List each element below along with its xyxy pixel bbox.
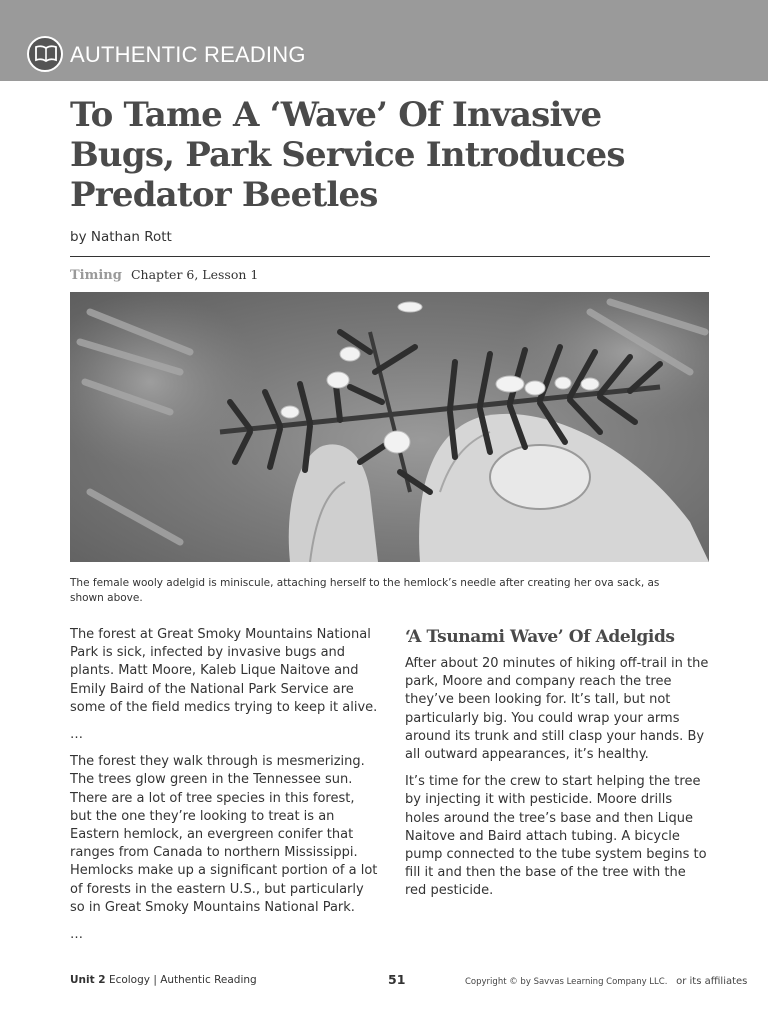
hemlock-photo — [70, 292, 709, 562]
banner-label: AUTHENTIC READING — [70, 42, 306, 67]
paragraph: After about 20 minutes of hiking off-trail in the park, Moore and company reach the tree they’ve been looking for. It’s tall, but not particularly big. You could wrap your arms around its trunk and still clasp your hands. By all outward appearances, it’s healthy. — [405, 656, 709, 763]
right-column — [405, 626, 710, 910]
copyright-text: Copyright © by Savvas Learning Company LLC. — [465, 977, 668, 987]
open-book-icon — [27, 36, 63, 72]
footer-unit — [70, 974, 257, 986]
unit-label: Unit 2 — [70, 974, 106, 986]
paragraph: It’s time for the crew to start helping the tree by injecting it with pesticide. Moore drills holes around the tree’s base and then Lique Naitove and Baird attach tubing. A bicycle pump connected to the tube system begins to fill it and then the base of the tree with the red pesticide. — [405, 774, 707, 899]
section-heading: ‘A Tsunami Wave’ Of Adelgids — [405, 627, 675, 647]
timing-label: Timing — [70, 268, 122, 283]
ellipsis: … — [70, 927, 83, 943]
paragraph: The forest at Great Smoky Mountains National Park is sick, infected by invasive bugs and plants. Matt Moore, Kaleb Lique Naitove and Emily Baird of the National Park Service are some of the field medics trying to keep it alive. — [70, 627, 378, 715]
footer-section: Ecology | Authentic Reading — [108, 974, 257, 986]
photo-caption: The female wooly adelgid is miniscule, attaching herself to the hemlock’s needle after creating her ova sack, as shown above. — [70, 577, 660, 604]
paragraph: The forest they walk through is mesmerizing. The trees glow green in the Tennessee sun. There are a lot of tree species in this forest, but the one they’re looking to treat is an Eastern hemlock, an evergreen conifer that ranges from Canada to northern Mississippi. Hemlocks make up a significant portion of a lot of forests in the eastern U.S., but particularly so in Great Smoky Mountains National Park. — [70, 754, 378, 915]
byline: by Nathan Rott — [70, 229, 172, 245]
timing-value: Chapter 6, Lesson 1 — [130, 267, 259, 282]
section-banner — [0, 0, 768, 81]
divider — [70, 256, 710, 257]
left-column — [70, 626, 378, 953]
affiliates-text: or its affiliates — [676, 976, 748, 987]
footer-copyright — [465, 976, 747, 987]
page-number: 51 — [388, 972, 406, 987]
timing-line — [70, 264, 258, 283]
ellipsis: … — [70, 727, 83, 743]
article-title: To Tame A ‘Wave’ Of Invasive Bugs, Park Service Introduces Predator Beetles — [70, 95, 625, 215]
